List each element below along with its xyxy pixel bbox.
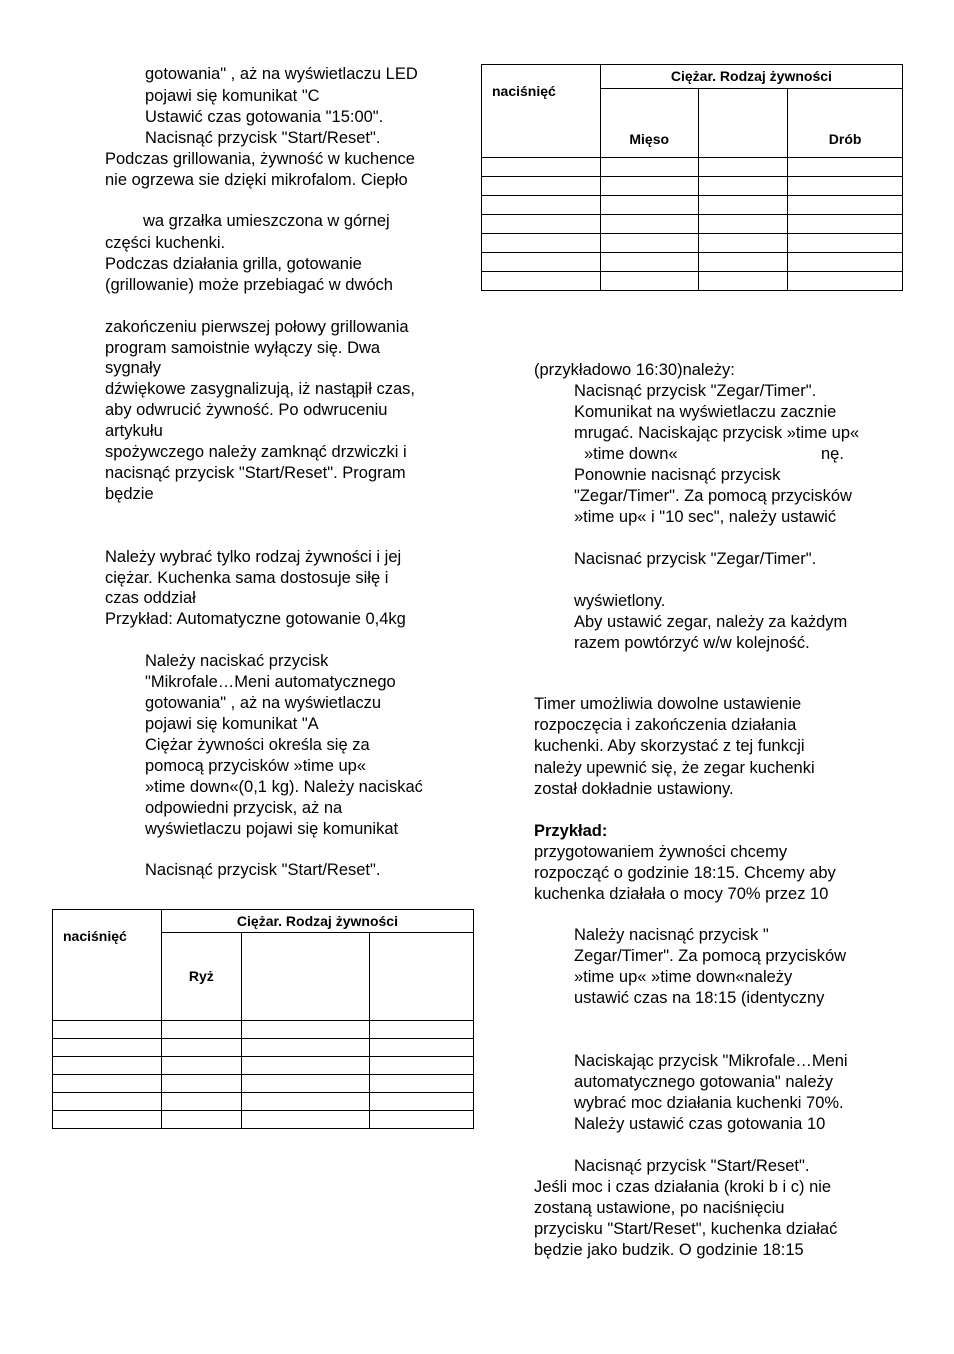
table-cell [788,234,903,253]
text-line: (przykładowo 16:30)należy: [534,361,735,379]
table-cell [161,1021,241,1039]
text-line: spożywczego należy zamknąć drzwiczki i [105,443,407,461]
text-line: rozpoczęcia i zakończenia działania [534,716,797,734]
text-line: przycisku "Start/Reset", kuchenka działać [534,1220,838,1238]
text-line: kuchenka działała o mocy 70% przez 10 [534,885,829,903]
text-line: wybrać moc działania kuchenki 70%. [574,1094,844,1112]
text-line: Aby ustawić zegar, należy za każdym [574,613,848,631]
table-cell [370,1111,474,1129]
table-cell [53,1021,162,1039]
text-line: będzie [105,485,154,503]
table-cell [482,215,601,234]
text-line: aby odwrucić żywność. Po odwruceniu [105,401,388,419]
section-heading: Przykład: [534,822,608,840]
table-cell [53,1057,162,1075]
table-cell [53,1111,162,1129]
column-header-empty [698,88,788,157]
table-cell [600,196,698,215]
table-cell [788,158,903,177]
table-cell [482,234,601,253]
text-line: »time up« »time down«należy [574,968,793,986]
table-cell [161,1111,241,1129]
table-cell [788,215,903,234]
text-line: Nacisnąć przycisk "Start/Reset". [145,129,381,147]
column-header-empty [370,932,474,1020]
text-line: »time down« [584,445,678,463]
table-cell [600,177,698,196]
table-cell [370,1057,474,1075]
text-line: »time down«(0,1 kg). Należy naciskać [145,778,423,796]
text-line: rozpocząć o godzinie 18:15. Chcemy aby [534,864,836,882]
text-line: nie ogrzewa sie dzięki mikrofalom. Ciepło [105,171,408,189]
text-line: wyświetlony. [574,592,666,610]
text-line: Komunikat na wyświetlaczu zacznie [574,403,837,421]
table-cell [241,1057,370,1075]
text-line: pojawi się komunikat "A [145,715,319,733]
text-line: program samoistnie wyłączy się. Dwa [105,339,381,357]
table-cell [698,272,788,291]
table-cell [698,215,788,234]
table-cell [698,253,788,272]
table-group-header: Ciężar. Rodzaj żywności [161,910,473,933]
text-line: kuchenki. Aby skorzystać z tej funkcji [534,737,805,755]
table-cell [698,196,788,215]
text-line: Naciskając przycisk "Mikrofale…Meni [574,1052,848,1070]
text-line: pojawi się komunikat "C [145,87,320,105]
table-group-header: Ciężar. Rodzaj żywności [600,65,902,89]
column-header-empty [241,932,370,1020]
text-line: razem powtórzyć w/w kolejność. [574,634,810,652]
text-line: automatycznego gotowania" należy [574,1073,834,1091]
table-cell [698,158,788,177]
text-line: Podczas działania grilla, gotowanie [105,255,362,273]
table-cell [241,1075,370,1093]
table-cell [600,234,698,253]
column-header-rice: Ryż [161,932,241,1020]
text-line: Podczas grillowania, żywność w kuchence [105,150,415,168]
table-cell [370,1075,474,1093]
text-line: "Zegar/Timer". Za pomocą przycisków [574,487,852,505]
text-line: przygotowaniem żywności chcemy [534,843,788,861]
text-line: dźwiękowe zasygnalizują, iż nastąpił czas, [105,380,415,398]
text-line: zostaną ustawione, po naciśnięciu [534,1199,785,1217]
text-line: Timer umożliwia dowolne ustawienie [534,695,802,713]
text-line: nę. [821,445,844,463]
text-line: (grillowanie) może przebiagać w dwóch [105,276,393,294]
table-cell [241,1111,370,1129]
text-line: Należy naciskać przycisk [145,652,329,670]
table-cell [788,253,903,272]
table-cell [482,158,601,177]
table-cell [788,177,903,196]
table-cell [53,1039,162,1057]
table-cell [698,234,788,253]
table-cell [161,1075,241,1093]
table-cell [370,1021,474,1039]
text-line: gotowania" , aż na wyświetlaczu LED [145,65,418,83]
table-cell [241,1093,370,1111]
text-line: pomocą przycisków »time up« [145,757,367,775]
text-line: czas oddział [105,589,196,607]
table-cell [600,272,698,291]
table-cell [241,1039,370,1057]
text-line: "Mikrofale…Meni automatycznego [145,673,396,691]
text-line: ciężar. Kuchenka sama dostosuje siłę i [105,569,389,587]
table-cell [161,1093,241,1111]
column-header-poultry: Drób [788,88,903,157]
text-line: Należy ustawić czas gotowania 10 [574,1115,826,1133]
table-cell [482,196,601,215]
text-line: Nacisnąć przycisk "Zegar/Timer". [574,382,817,400]
text-line: Ustawić czas gotowania "15:00". [145,108,384,126]
table-cell [370,1093,474,1111]
text-line: sygnały [105,359,161,377]
food-weight-table-bottom [52,909,474,1129]
table-cell [53,1075,162,1093]
text-line: ustawić czas na 18:15 (identyczny [574,989,825,1007]
text-line: Nacisnać przycisk "Zegar/Timer". [574,550,817,568]
table-cell [161,1057,241,1075]
text-line: Nacisnąć przycisk "Start/Reset". [574,1157,810,1175]
table-cell [788,272,903,291]
text-line: Jeśli moc i czas działania (kroki b i c) nie [534,1178,832,1196]
table-cell [482,272,601,291]
text-line: odpowiedni przycisk, aż na [145,799,343,817]
text-line: Należy nacisnąć przycisk " [574,926,769,944]
table-row-header: naciśnięć [482,65,601,158]
text-line: nacisnąć przycisk "Start/Reset". Program [105,464,406,482]
text-line: zakończeniu pierwszej połowy grillowania [105,318,409,336]
text-line: Ponownie nacisnąć przycisk [574,466,781,484]
text-line: Należy wybrać tylko rodzaj żywności i jej [105,548,402,566]
table-cell [600,158,698,177]
text-line: będzie jako budzik. O godzinie 18:15 [534,1241,804,1259]
food-weight-table-top [481,64,903,291]
table-cell [53,1093,162,1111]
table-cell [788,196,903,215]
text-line: części kuchenki. [105,234,226,252]
text-line: został dokładnie ustawiony. [534,780,734,798]
text-line: Zegar/Timer". Za pomocą przycisków [574,947,847,965]
text-line: Przykład: Automatyczne gotowanie 0,4kg [105,610,406,628]
table-cell [482,253,601,272]
column-header-meat: Mięso [600,88,698,157]
text-line: wa grzałka umieszczona w górnej [143,212,390,230]
text-line: Nacisnąć przycisk "Start/Reset". [145,861,381,879]
table-cell [600,215,698,234]
table-cell [698,177,788,196]
text-line: gotowania" , aż na wyświetlaczu [145,694,382,712]
text-line: artykułu [105,422,163,440]
table-row-header: naciśnięć [53,910,162,1021]
text-line: należy upewnić się, że zegar kuchenki [534,759,815,777]
table-cell [161,1039,241,1057]
table-cell [600,253,698,272]
text-line: wyświetlaczu pojawi się komunikat [145,820,399,838]
text-line: »time up« i "10 sec", należy ustawić [574,508,837,526]
text-line: mrugać. Naciskając przycisk »time up« [574,424,860,442]
text-line: Ciężar żywności określa się za [145,736,370,754]
table-cell [241,1021,370,1039]
table-cell [370,1039,474,1057]
table-cell [482,177,601,196]
